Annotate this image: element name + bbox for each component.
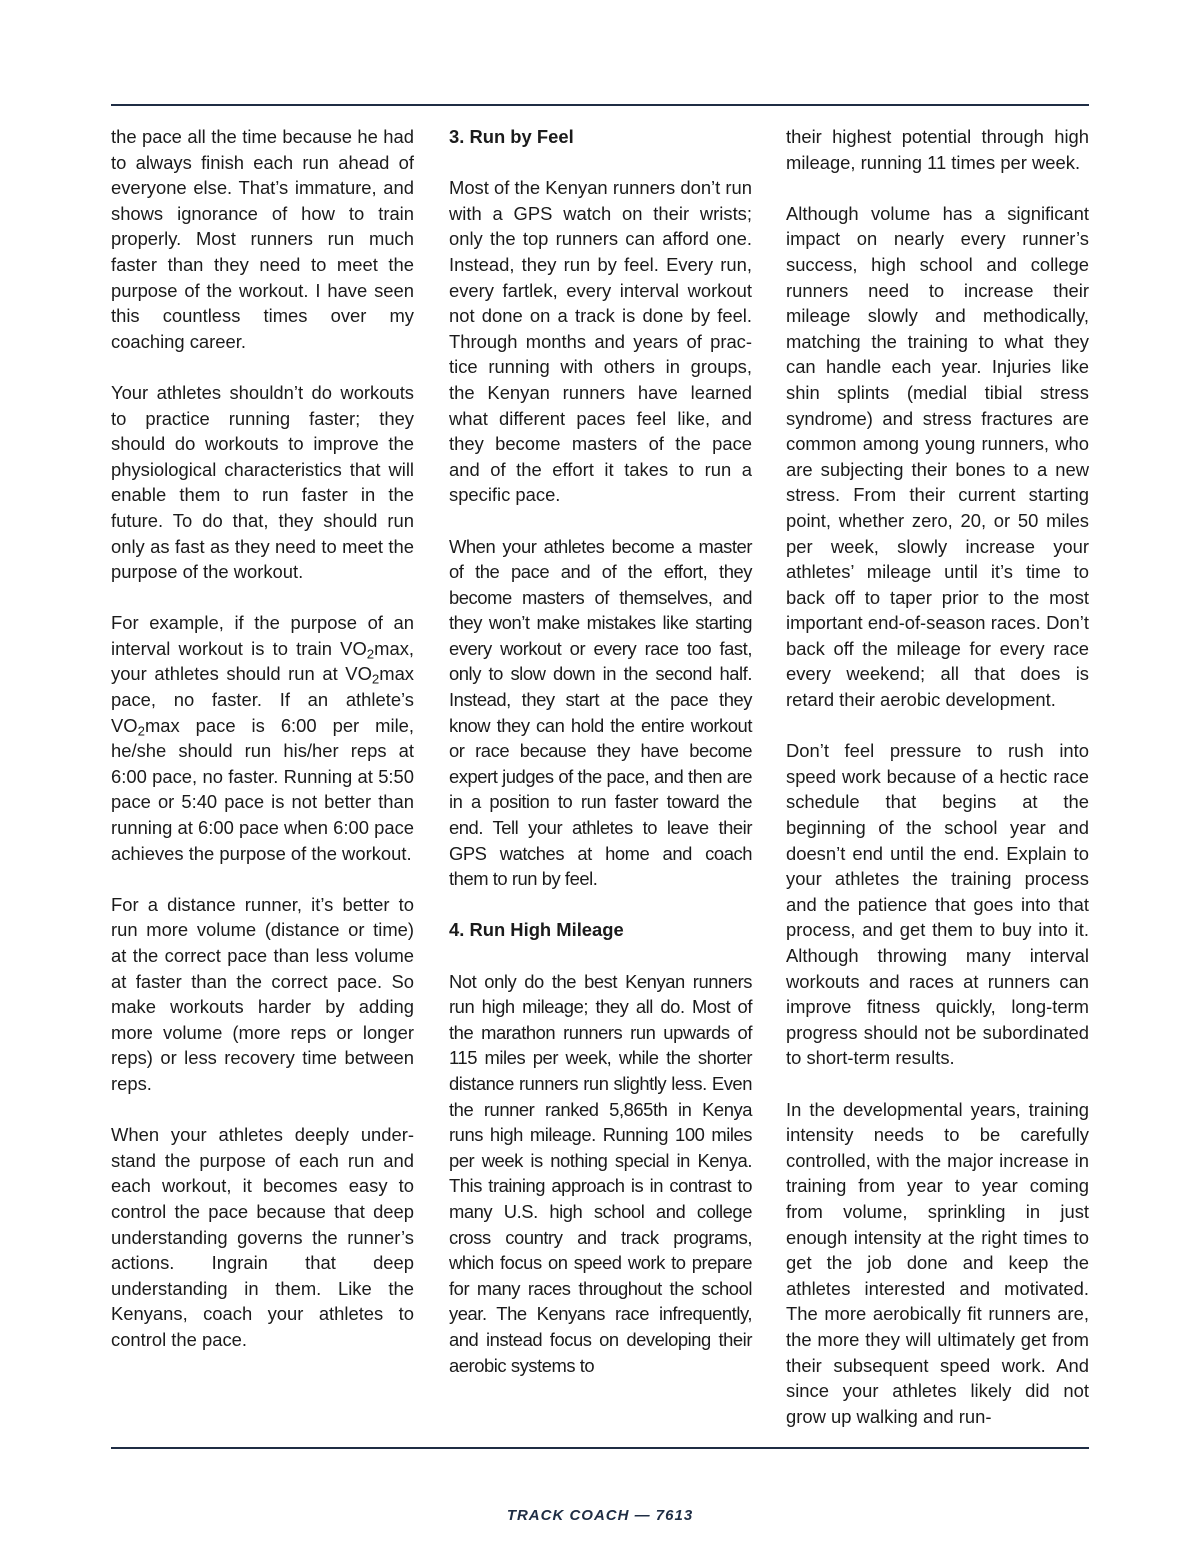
paragraph: For a distance runner, it’s better to run more volume (distance or time) at the correct pace than less volume at faster than the correct pace. So make workouts harder by adding more volume (more reps or longer reps) or less recovery time between reps. <box>111 893 414 1094</box>
paragraph: the pace all the time because he had to always finish each run ahead of everyone else. That’s immature, and shows ignorance of how to train properly. Most runners run much faster than they need to meet the purpose of the workout. I have seen this countless times over my coaching career. <box>111 126 414 352</box>
paragraph: Your athletes shouldn’t do workouts to practice running faster; they should do workouts to improve the physiological characteristics that will enable them to run faster in the future. To do that, they should run only as fast as they need to meet the purpose of the workout. <box>111 381 414 583</box>
paragraph: When your athletes become a master of the pace and of the effort, they become masters of themselves, and they won’t make mistakes like starting every workout or every race too fast, only to slow down in the second half. Instead, they start at the pace they know they can hold the entire workout or race because they have become expert judges of the pace, and then are in a position to run faster toward the end. Tell your athletes to leave their GPS watches at home and coach them to run by feel. <box>449 535 752 890</box>
paragraph: Don’t feel pressure to rush into speed work because of a hectic race schedule that begins at the beginning of the school year and doesn’t end until the end. Explain to your athletes the training process and the patience that goes into that process, and get them to buy into it. Although throwing many interval workouts and races at runners can improve fitness quickly, long-term progress should not be subordinated to short-term results. <box>786 740 1089 1069</box>
subscript: 2 <box>371 671 380 687</box>
paragraph: Although volume has a significant impact on nearly every runner’s success, high school and college runners need to increase their mileage slowly and methodically, matching the training to what they can handle each year. Injuries like shin splints (medial tibial stress syndrome) and stress fractures are common among young runners, who are subjecting their bones to a new stress. From their current starting point, whether zero, 20, or 50 miles per week, slowly increase your athletes’ mileage until it’s time to back off to taper prior to the most important end-of-season races. Don’t back off the mileage for every race every weekend; all that does is retard their aerobic development. <box>786 202 1089 711</box>
paragraph <box>111 610 414 866</box>
paragraph: Not only do the best Kenyan runners run high mileage; they all do. Most of the marathon runners run upwards of 115 miles per week, while the shorter distance runners run slightly less. Even the runner ranked 5,865th in Kenya runs high mileage. Running 100 miles per week is nothing special in Kenya. This training approach is in contrast to many U.S. high school and college cross country and track programs, which focus on speed work to prepare for many races throughout the school year. The Kenyans race infrequently, and instead focus on developing their aerobic systems to <box>449 970 752 1376</box>
text-run: max, your athletes should run at VO <box>111 637 414 685</box>
subscript: 2 <box>137 722 145 738</box>
page-footer: TRACK COACH — 7613 <box>506 1507 694 1524</box>
paragraph: Most of the Kenyan runners don’t run with a GPS watch on their wrists; only the top runners can afford one. Instead, they run by feel. Every run, every fartlek, every interval workout not done on a track is done by feel. Through months and years of practice running with others in groups, the Kenyan runners have learned what different paces feel like, and they become masters of the pace and of the effort it takes to run a specific pace. <box>449 177 752 506</box>
subscript: 2 <box>366 646 375 662</box>
text-run: max pace is 6:00 per mile, he/she should run his/her reps at 6:00 pace, no faster. Running at 5:50 pace or 5:40 pace is not better than running at 6:00 pace when 6:00 pace achieves the purpose of the workout. <box>111 714 414 864</box>
text-run: max pace, no faster. If an athlete’s VO <box>111 663 414 736</box>
text-column-3 <box>786 124 1089 1429</box>
section-heading: 3. Run by Feel <box>449 126 574 147</box>
paragraph: In the developmental years, training intensity needs to be carefully controlled, with the major increase in training from year to year coming from volume, sprinkling in just enough intensity at the right times to get the job done and keep the athletes interested and motivated. The more aerobically fit runners are, the more they will ultimately get from their subsequent speed work. And since your athletes likely did not grow up walking and run- <box>786 1098 1089 1427</box>
bottom-rule <box>111 1447 1089 1449</box>
paragraph: When your athletes deeply understand the purpose of each run and each workout, it becomes easy to control the pace because that deep understanding governs the runner’s actions. Ingrain that deep understanding in them. Like the Kenyans, coach your athletes to control the pace. <box>111 1124 414 1350</box>
text-column-1 <box>111 124 414 1353</box>
paragraph: their highest potential through high mileage, running 11 times per week. <box>786 126 1089 173</box>
section-heading: 4. Run High Mileage <box>449 919 624 941</box>
text-column-2 <box>449 124 752 1378</box>
text-run: For example, if the purpose of an interval workout is to train VO <box>111 612 414 659</box>
top-rule <box>111 104 1089 106</box>
